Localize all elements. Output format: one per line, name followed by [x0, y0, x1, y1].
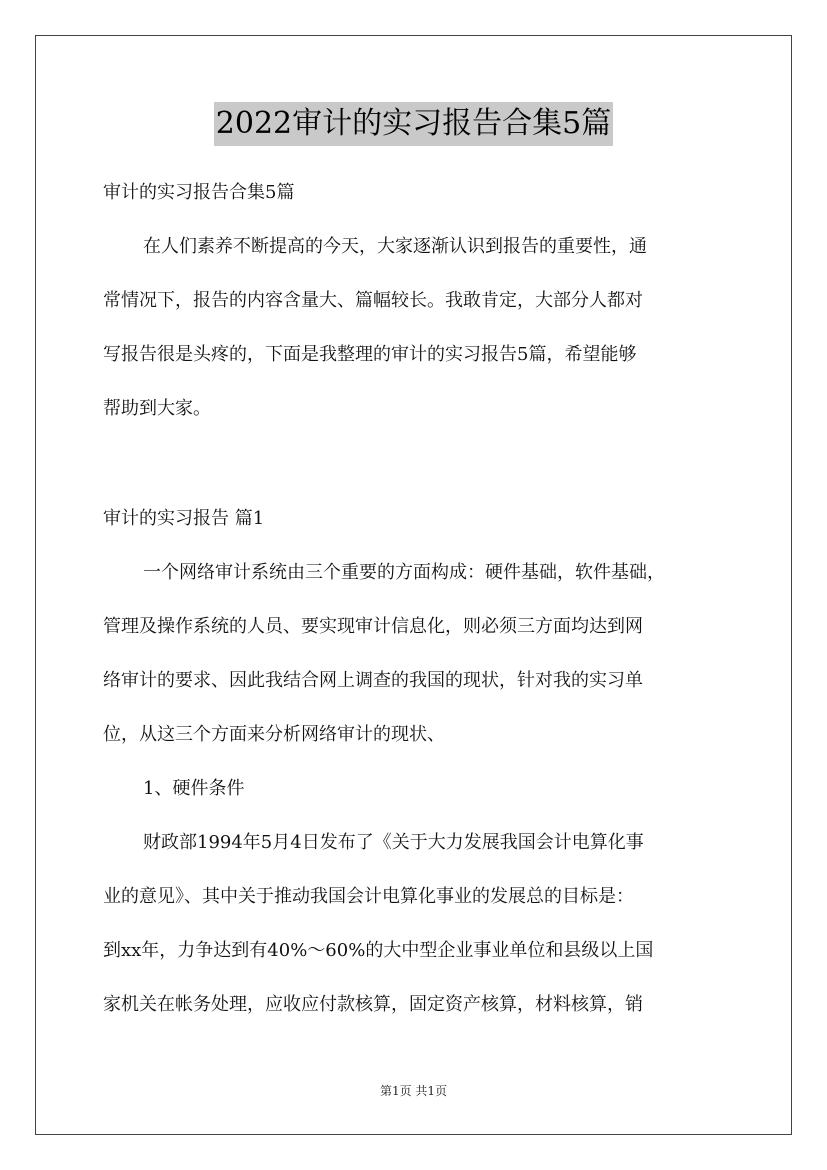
- section1-para1-line-3: 络审计的要求、因此我结合网上调查的我国的现状，针对我的实习单: [103, 670, 643, 691]
- intro-line-1: 在人们素养不断提高的今天，大家逐渐认识到报告的重要性，通: [143, 236, 647, 257]
- section-heading-1: 审计的实习报告 篇1: [103, 508, 265, 529]
- section1-para1-line-4: 位，从这三个方面来分析网络审计的现状、: [103, 724, 445, 745]
- document-title: [0, 102, 827, 146]
- section1-para1-line-2: 管理及操作系统的人员、要实现审计信息化，则必须三方面均达到网: [103, 616, 643, 637]
- subheading-hardware: 1、硬件条件: [143, 778, 245, 799]
- document-title-text: 2022审计的实习报告合集5篇: [214, 102, 613, 146]
- intro-line-3: 写报告很是头疼的，下面是我整理的审计的实习报告5篇，希望能够: [103, 344, 637, 365]
- section1-para2-line-3: 到xx年，力争达到有40%～60%的大中型企业事业单位和县级以上国: [103, 940, 654, 961]
- page-footer: 第1页 共1页: [379, 1084, 448, 1098]
- document-subtitle: 审计的实习报告合集5篇: [103, 182, 295, 203]
- section1-para1-line-1: 一个网络审计系统由三个重要的方面构成：硬件基础，软件基础，: [143, 562, 665, 583]
- section1-para2-line-1: 财政部1994年5月4日发布了《关于大力发展我国会计电算化事: [143, 832, 644, 853]
- section1-para2-line-4: 家机关在帐务处理，应收应付款核算，固定资产核算，材料核算，销: [103, 994, 643, 1015]
- intro-line-4: 帮助到大家。: [103, 398, 211, 419]
- intro-line-2: 常情况下，报告的内容含量大、篇幅较长。我敢肯定，大部分人都对: [103, 290, 643, 311]
- section1-para2-line-2: 业的意见》、其中关于推动我国会计电算化事业的发展总的目标是：: [103, 886, 634, 907]
